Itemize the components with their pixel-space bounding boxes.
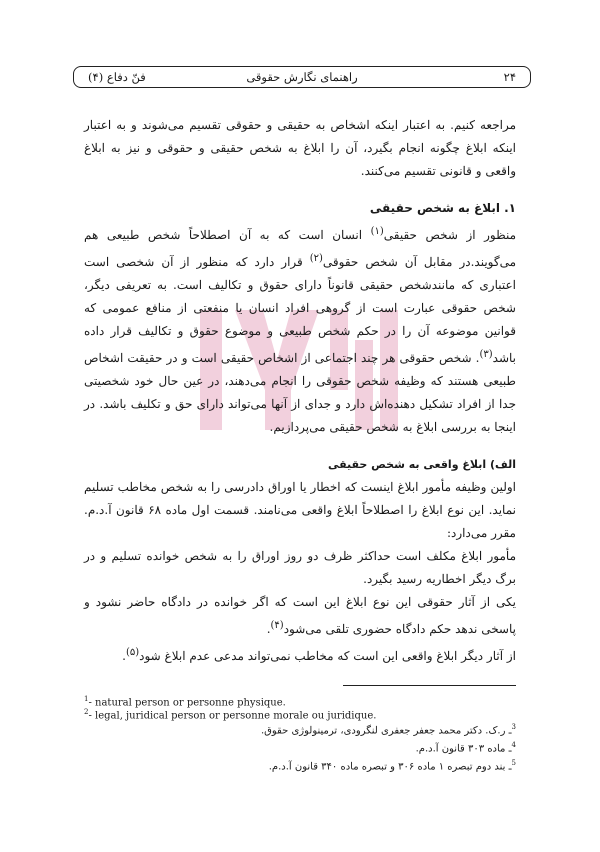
footnote-5: [76, 756, 516, 774]
footnote-3: [76, 720, 516, 738]
footnote-mark: 4: [511, 741, 516, 749]
definition-text: . شخص حقوقی هر چند اجتماعی از اشخاص حقیقی است و در حقیقت اشخاص طبیعی هستند که وظیفه شخص حقوقی را انجام می‌دهند، در عین حال خود شخصیتی جدا از افراد تشکیل دهنده‌اش دارد و جدای از آنها می‌تواند دارای حق و تکلیف باشد. در اینجا به بررسی ابلاغ به شخص حقیقی می‌پردازیم.: [84, 351, 516, 434]
footnote-text: - legal, juridical person or personne morale ou juridique.: [88, 710, 377, 722]
definition-paragraph: [84, 220, 516, 439]
footnote-ref: (۳): [479, 349, 493, 360]
footnote-ref: (۵): [125, 647, 140, 658]
book-title: راهنمای نگارش حقوقی: [246, 70, 358, 84]
footnote-mark: 1: [84, 695, 89, 703]
footnote-separator: [343, 685, 516, 686]
definition-text: انسان است که به آن اصطلاحاً شخص طبیعی هم می‌گویند.در مقابل آن شخص حقوقی: [84, 228, 516, 269]
section-heading: ۱. ابلاغ به شخص حقیقی: [369, 201, 516, 215]
definition-text: قرار دارد که منظور از آن شخصی است اعتباری که مانندشخص حقیقی قانوناً دارای حقوق و تکالیف است. به تعریفی دیگر، شخص حقوقی عبارت است از گروهی افراد انسان یا منفعتی از منافع عمومی که قوانین موضوعه آن را در حکم شخص طبیعی و موضوع حقوق و تکالیف قرار داده باشد: [84, 255, 516, 365]
intro-paragraph: مراجعه کنیم. به اعتبار اینکه اشخاص به حقیقی و حقوقی تقسیم می‌شوند و به اعتبار اینکه ابلاغ چگونه انجام بگیرد، آن را ابلاغ به شخص حقیقی و حقوقی و نیز به ابلاغ واقعی و قانونی تقسیم می‌کنند.: [84, 118, 516, 178]
footnote-4: [76, 738, 516, 756]
footnote-text: - natural person or personne physique.: [88, 697, 286, 709]
footnote-mark: 5: [511, 759, 516, 767]
footnote-text: ـ ر.ک. دکتر محمد جعفر جعفری لنگرودی، ترمینولوژی حقوق.: [260, 725, 512, 737]
effect-text: از آثار دیگر ابلاغ واقعی این است که مخاطب نمی‌تواند مدعی عدم ابلاغ شود: [139, 649, 516, 663]
page-number: ۲۴: [503, 70, 516, 84]
legal-effect-paragraph: یکی از آثار حقوقی این نوع ابلاغ این است که اگر خوانده در دادگاه حاضر نشود و پاسخی ندهد حکم دادگاه حضوری تلقی می‌شود$^{(۴)}$.: [84, 595, 516, 636]
footnote-ref: (۴): [270, 620, 284, 631]
footnote-mark: 3: [511, 723, 516, 731]
page-body: [84, 114, 516, 668]
definition-text: منظور از شخص حقیقی: [383, 228, 516, 242]
legal-effect-paragraph: از آثار دیگر ابلاغ واقعی این است که مخاطب نمی‌تواند مدعی عدم ابلاغ شود$^{(۵)}$.: [122, 647, 516, 663]
footnote-text: ـ بند دوم تبصره ۱ ماده ۳۰۶ و تبصره ماده ۳۴۰ قانون آ.د.م.: [268, 761, 512, 773]
running-header: [73, 66, 531, 88]
footnote-mark: 2: [84, 708, 89, 716]
footnote-ref: (۱): [370, 226, 384, 237]
actual-service-paragraph: اولین وظیفه مأمور ابلاغ اینست که اخطار یا اوراق دادرسی را به شخص مخاطب تسلیم نماید. این نوع ابلاغ را اصطلاحاً ابلاغ واقعی می‌نامند. قسمت اول ماده ۶۸ قانون آ.د.م. مقرر می‌دارد:: [84, 480, 516, 540]
law-quote: مأمور ابلاغ مکلف است حداکثر ظرف دو روز اوراق را به شخص خوانده تسلیم و در برگ دیگر اخطاریه رسید بگیرد.: [84, 549, 516, 586]
footnote-ref: (۲): [309, 253, 323, 264]
subsection-heading: الف) ابلاغ واقعی به شخص حقیقی: [327, 458, 516, 471]
effect-text: یکی از آثار حقوقی این نوع ابلاغ این است که اگر خوانده در دادگاه حاضر نشود و پاسخی ندهد حکم دادگاه حضوری تلقی می‌شود: [84, 595, 516, 636]
volume-title: فنّ دفاع (۴): [88, 70, 146, 84]
footnote-text: ـ ماده ۳۰۳ قانون آ.د.م.: [415, 743, 512, 755]
